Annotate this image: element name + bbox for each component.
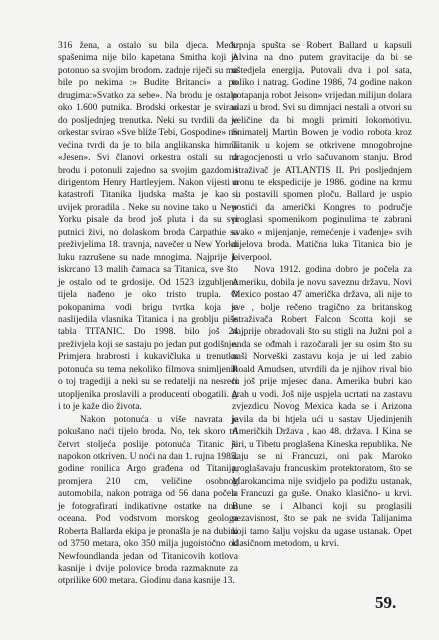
left-text-column	[58, 40, 238, 588]
right-paragraph-2: Nova 1912. godina dobro je počela za Ameriku, dobila je novu saveznu državu. Novi Mexico postao 47 američka država, ali nije to sve , bolje rečeno tragično za britanskog istraživača Robert Falcon Scotta koji se najprije obradovali što su stigli na Južni pol a onda se ođmah i razočarali jer su osim što su naši Norveški zastavu koja je ui led zabio Roald Amudsen, utvrdili da je njihov rival bio tu još prije mjesec dana. Amerika bubri kao grah u vodi. Još nije uspjela ucrtati na zastavu zvjezdicu Novog Mexica kada se i Arizona javila da bi htjela ući u sastav Ujedinjenih Američkih Država , kao 48. država. I Kina se širi, u Tibetu proglašena Kineska republika. Ne daju se ni Francuzi, oni pak Maroko proglašavaju francuskim protektoratom, što se Marokancima nije svidjelo pa podižu ustanak, a Francuzi ga guše. Onako klasično- u krvi. Bune se i Albanci koji su proglasili nezavisnost, što se pak ne svida Talijanima koji tamo šalju vojsku da ugase ustanak. Opet klasičnom metodom, u krvi.	[232, 265, 412, 550]
page-number: 59.	[375, 593, 397, 612]
right-text-column	[232, 40, 412, 551]
right-paragraph-1: srpnja spušta se Robert Ballard u kapsuli Alvina na dno putem gravitacije da bi se uštedjela energija. Putovali dva i pol sata, toliko i natrag. Godine 1986, 74 godine nakon potapanja robot Jeison» vrijedan milijun dolara ulazi u brod. Svi su dimnjaci nestali a otvori su veličine da bi mogli primiti lokomotivu. Snimatelj Martin Bowen je vodio robota kroz Titanik u kojem se otkrivene mnogobrojne dragocjenosti u vrlo sačuvanom stanju. Brod istraživač je ATLANTIS II. Pri posljednjem uronu te ekspedicije je 1986. godine na krmu su postavili spomen ploču. Ballard je uspio postići da američki Kongres to područje proglasi spomenikom poginulima te zabrani svako « mijenjanje, remećenje i vađenje» svih dijelova broda. Matična luka Titanica bio je Liverpool.	[232, 41, 412, 263]
left-paragraph-2: Nakon potonuća u više navrata je pokušano naći tijelo broda. No, tek skoro tri četvrt stoljeća poslije potonuća Titanic je napokon otkriven. U noći na dan 1. rujna 1985. godine ronilica Argo građena od Titanija, promjera 210 cm, veličine osobnog automobila, nakon potraga od 56 dana počela je fotografirati indikativne ostatke na dnu oceana. Pod vodstvom morskog geologa Roberta Ballarda ekipa je pronašla je na dubini od 3750 metara, oko 350 milja jugoistočno od Newfoundlanda jedan od Titanicovih kotlova kasnije i dvije polovice broda razmaknute za otprilike 600 metara. Giodinu dana kasnije 13.	[58, 414, 238, 587]
left-paragraph-1: 316 žena, a ostalo su bila djeca. Među spašenima nije bilo kapetana Smitha koji je potonuo sa svojim brodom. zadnje riječi su mu bile po nekima :» Budite Britanci» a po drugima:»Svatko za sebe». Na brodu je ostalo oko 1.600 putnika. Brodski orkestar je svirao do posljednjeg trenutka. Neki su tvrdili da je orkestar svirao «Sve bliže Tebi, Gospodine» no većina tvrdi da je to bila anglikanska himna «Jesen». Svi članovi orkestra ostali su na brodu i potonuli zajedno sa svojim gazdom i dirigentom Henry Hartleyjem. Nakon vijesti o katastrofi Titanika ljudska mašta je kao i uvijek proradila . Neke su novine tako u New Yorku pisale da brod još pluta i da su svi putnici živi, no dolaskom broda Carpathie sa preživjelima 18. travnja, navečer u New Yorku luku razrušene su nade mnogima. Najprije je iskrcano 13 malih čamaca sa Titanica, sve što je ostalo od te grdosije. Od 1523 izgubljena tijela nađeno je oko tristo trupla. O pokopanima vodi brigu tvrtka koja je naslijedila vlasnika Titanica i na groblju piše tabla TITANIC. Do 1998. bilo još 24 preživjela koji se sastaju po jedan put godišnje. Primjera hrabrosti i kukavičluka u trenutku potonuća su tema nekoliko filmova snimljenih o toj tragediji a neki su se redatelji na nesreći utopljenika proslavili a producenti obogatili. A i to je kaže dio života.	[58, 41, 238, 413]
